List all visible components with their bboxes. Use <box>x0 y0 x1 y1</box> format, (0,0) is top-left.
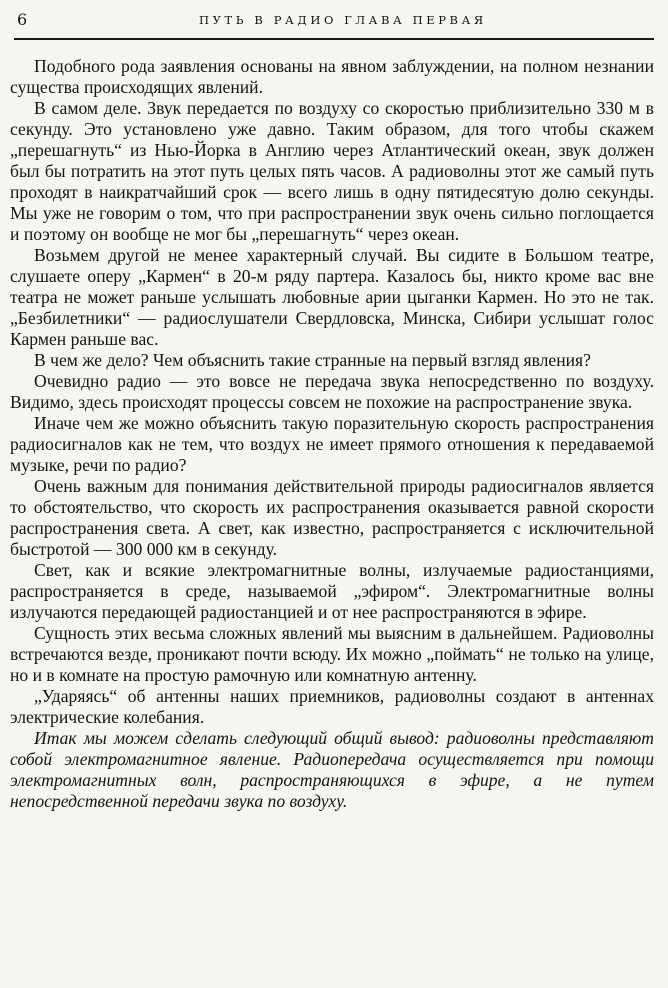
paragraph: Очень важным для понимания действительной природы радиосигналов является то обстоятельство, что скорость их распространения оказывается равной скорости распространения света. А свет, как известно, распространяется с исключительной быстротой — 300 000 км в секунду. <box>10 476 654 559</box>
paragraph: Свет, как и всякие электромагнитные волны, излучаемые радиостанциями, распространяется в среде, называемой „эфиром“. Электромагнитные волны излучаются передающей радиостанцией и от нее распространяются в эфире. <box>10 560 654 622</box>
header-rule <box>14 38 654 40</box>
paragraph: Очевидно радио — это вовсе не передача звука непосредственно по воздуху. Видимо, здесь происходят процессы совсем не похожие на распространение звука. <box>10 371 654 412</box>
paragraph: В самом деле. Звук передается по воздуху со скоростью приблизительно 330 м в секунду. Это установлено уже давно. Таким образом, для того чтобы скажем „перешагнуть“ из Нью-Йорка в Англию через Атлантический океан, звук должен был бы потратить на этот путь целых пять часов. А радиоволны этот же самый путь проходят в наикратчайший срок — всего лишь в одну пятидесятую долю секунды. Мы уже не говорим о том, что при распространении звук очень сильно поглощается и поэтому он вообще не мог бы „перешагнуть“ через океан. <box>10 98 654 244</box>
page-header <box>14 10 654 34</box>
paragraph: В чем же дело? Чем объяснить такие странные на первый взгляд явления? <box>34 350 591 370</box>
paragraph: „Ударяясь“ об антенны наших приемников, радиоволны создают в антеннах электрические колебания. <box>10 686 654 727</box>
running-head: ПУТЬ В РАДИО ГЛАВА ПЕРВАЯ <box>199 13 487 27</box>
paragraph: Возьмем другой не менее характерный случай. Вы сидите в Большом театре, слушаете оперу „Кармен“ в 20-м ряду партера. Казалось бы, никто кроме вас вне театра не может раньше услышать любовные арии цыганки Кармен. Но это не так. „Безбилетники“ — радиослушатели Свердловска, Минска, Сибири услышат голос Кармен раньше вас. <box>10 245 654 349</box>
page-number: 6 <box>17 10 28 29</box>
paragraph: Сущность этих весьма сложных явлений мы выясним в дальнейшем. Радиоволны встречаются везде, проникают почти всюду. Их можно „поймать“ не только на улице, но и в комнате на простую рамочную или комнатную антенну. <box>10 623 654 685</box>
paragraph: Иначе чем же можно объяснить такую поразительную скорость распространения радиосигналов как не тем, что воздух не имеет прямого отношения к передаваемой музыке, речи по радио? <box>10 413 654 475</box>
body-text <box>10 56 654 812</box>
conclusion-paragraph: Итак мы можем сделать следующий общий вывод: радиоволны представляют собой электромагнитное явление. Радиопередача осуществляется при помощи электромагнитных волн, распространяющихся в эфире, а не путем непосредственной передачи звука по воздуху. <box>10 728 654 811</box>
paragraph: Подобного рода заявления основаны на явном заблуждении, на полном незнании существа происходящих явлений. <box>10 56 654 97</box>
